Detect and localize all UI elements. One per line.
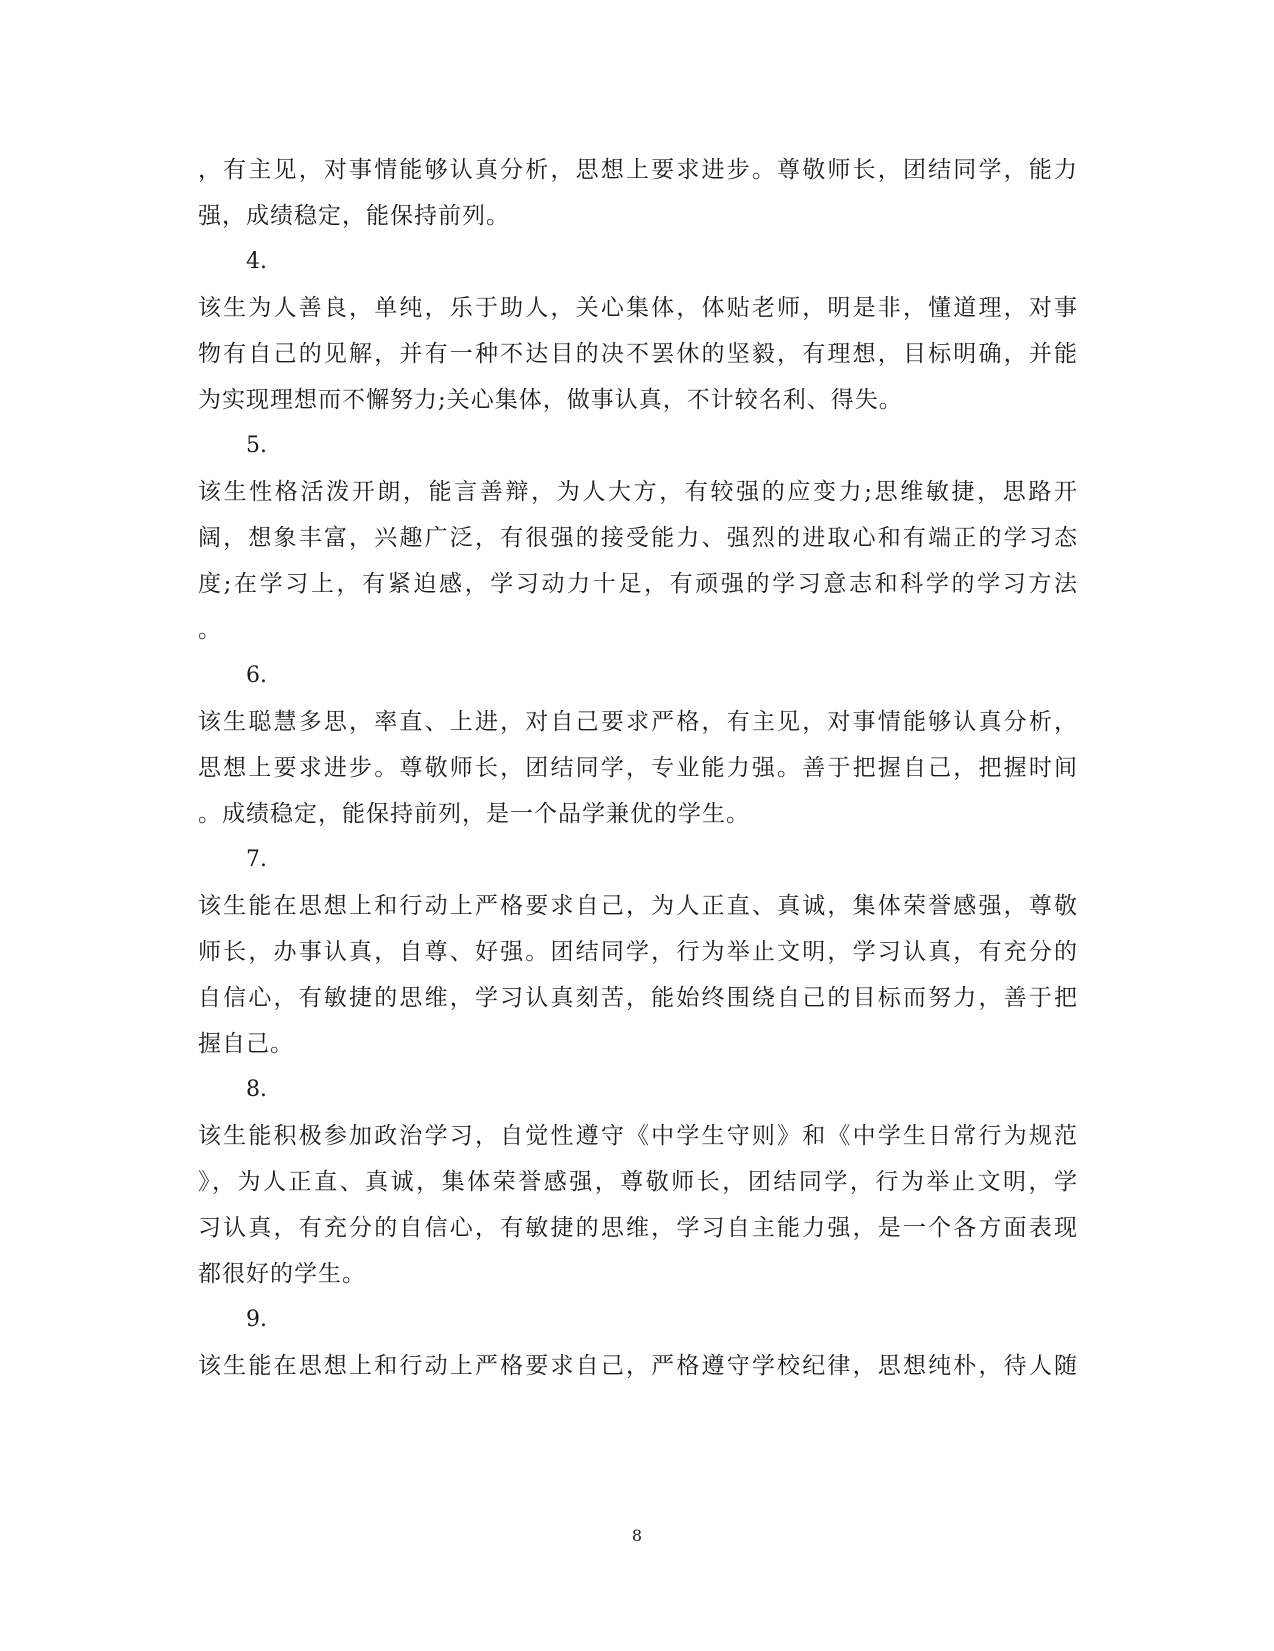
item-number: 8. bbox=[246, 1077, 267, 1102]
paragraph-line: 该生能在思想上和行动上严格要求自己，严格遵守学校纪律，思想纯朴，待人随 bbox=[198, 1353, 1078, 1379]
paragraph-line: 师长，办事认真，自尊、好强。团结同学，行为举止文明，学习认真，有充分的 bbox=[198, 939, 1078, 965]
item-number: 5. bbox=[246, 433, 267, 458]
paragraph-line: 为实现理想而不懈努力;关心集体，做事认真，不计较名利、得失。 bbox=[198, 387, 903, 413]
paragraph-line: 强，成绩稳定，能保持前列。 bbox=[198, 203, 510, 229]
paragraph-line: 该生能积极参加政治学习，自觉性遵守《中学生守则》和《中学生日常行为规范 bbox=[198, 1123, 1078, 1149]
paragraph-line: 都很好的学生。 bbox=[198, 1261, 366, 1287]
paragraph-line: 物有自己的见解，并有一种不达目的决不罢休的坚毅，有理想，目标明确，并能 bbox=[198, 341, 1078, 367]
paragraph-line: 自信心，有敏捷的思维，学习认真刻苦，能始终围绕自己的目标而努力，善于把 bbox=[198, 985, 1078, 1011]
paragraph-line: 该生为人善良，单纯，乐于助人，关心集体，体贴老师，明是非，懂道理，对事 bbox=[198, 295, 1078, 321]
paragraph-line: 阔，想象丰富，兴趣广泛，有很强的接受能力、强烈的进取心和有端正的学习态 bbox=[198, 525, 1078, 551]
paragraph-line: 该生能在思想上和行动上严格要求自己，为人正直、真诚，集体荣誉感强，尊敬 bbox=[198, 893, 1078, 919]
paragraph-line: 。 bbox=[198, 617, 222, 643]
paragraph-line: 》，为人正直、真诚，集体荣誉感强，尊敬师长，团结同学，行为举止文明，学 bbox=[198, 1169, 1078, 1195]
paragraph-line: ，有主见，对事情能够认真分析，思想上要求进步。尊敬师长，团结同学，能力 bbox=[198, 157, 1078, 183]
paragraph-line: 度;在学习上，有紧迫感，学习动力十足，有顽强的学习意志和科学的学习方法 bbox=[198, 571, 1078, 597]
paragraph-line: 思想上要求进步。尊敬师长，团结同学，专业能力强。善于把握自己，把握时间 bbox=[198, 755, 1078, 781]
item-number: 6. bbox=[246, 663, 267, 688]
page-number: 8 bbox=[631, 1526, 643, 1545]
paragraph-line: 该生聪慧多思，率直、上进，对自己要求严格，有主见，对事情能够认真分析， bbox=[198, 709, 1078, 735]
item-number: 4. bbox=[246, 249, 267, 274]
paragraph-line: 。成绩稳定，能保持前列，是一个品学兼优的学生。 bbox=[198, 801, 750, 827]
paragraph-line: 握自己。 bbox=[198, 1031, 294, 1057]
item-number: 9. bbox=[246, 1307, 267, 1332]
item-number: 7. bbox=[246, 847, 267, 872]
paragraph-line: 习认真，有充分的自信心，有敏捷的思维，学习自主能力强，是一个各方面表现 bbox=[198, 1215, 1078, 1241]
paragraph-line: 该生性格活泼开朗，能言善辩，为人大方，有较强的应变力;思维敏捷，思路开 bbox=[198, 479, 1078, 505]
